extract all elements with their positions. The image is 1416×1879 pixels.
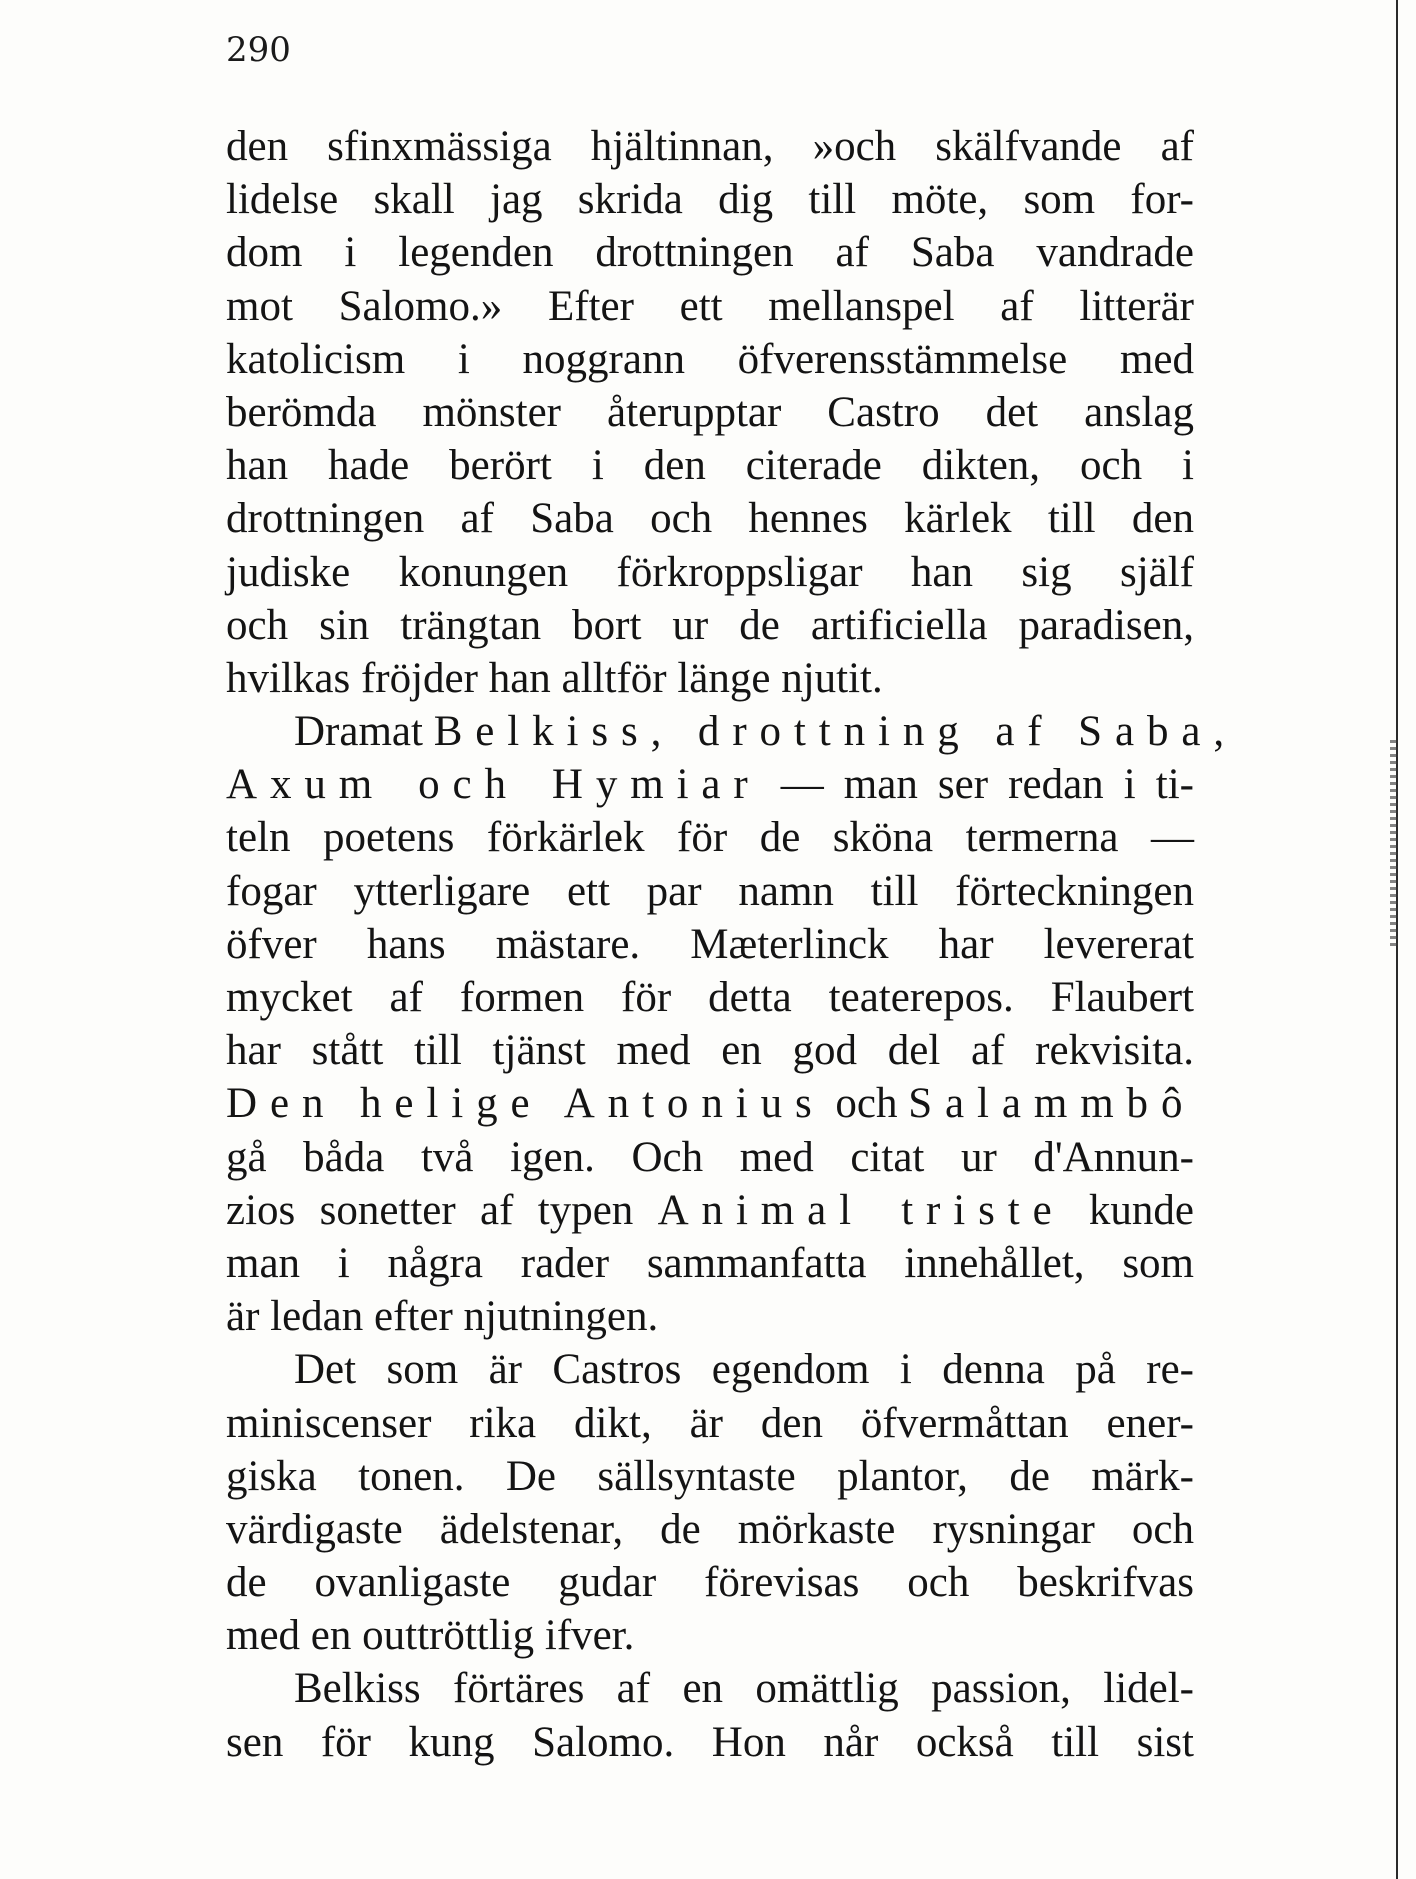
text-line: har stått till tjänst med en god del af rekvisita. [226, 1027, 1194, 1075]
spaced-title: Animal triste [657, 1186, 1065, 1234]
text-line: hvilkas fröjder han alltför länge njutit. [226, 654, 883, 702]
text-line: gå båda två igen. Och med citat ur d'Annun- [226, 1133, 1194, 1181]
text-line: mycket af formen för detta teaterepos. Flaubert [226, 974, 1194, 1021]
scan-edge-artifact [1390, 740, 1398, 950]
text-line: judiske konungen förkroppsligar han sig själf [226, 548, 1194, 596]
text-line: är ledan efter njutningen. [226, 1293, 659, 1341]
text-line: teln poetens förkärlek för de sköna termerna — [226, 814, 1194, 862]
text-line: man i några rader sammanfatta innehållet, som [226, 1239, 1194, 1287]
page-number: 290 [226, 30, 291, 70]
text-line: berömda mönster återupptar Castro det anslag [226, 388, 1194, 436]
text-line: drottningen af Saba och hennes kärlek till den [226, 495, 1194, 543]
text-line: han hade berört i den citerade dikten, och i [226, 442, 1194, 490]
text-line: katolicism i noggrann öfverensstämmelse med [226, 335, 1194, 383]
text-line: sen för kung Salomo. Hon når också till sist [226, 1718, 1194, 1766]
text-line: mot Salomo.» Efter ett mellanspel af litterär [226, 282, 1194, 330]
text-line: Belkiss förtäres af en omättlig passion, lidel- [294, 1665, 1194, 1713]
text-line: och sin trängtan bort ur de artificiella paradisen, [226, 601, 1194, 649]
text-line: Den helige Antonius och Salammbô [226, 1080, 1196, 1128]
text-line: Det som är Castros egendom i denna på re- [294, 1346, 1194, 1394]
spaced-title: Salammbô [908, 1080, 1196, 1128]
text-line: värdigaste ädelstenar, de mörkaste rysningar och [226, 1505, 1194, 1553]
text-line: med en outtröttlig ifver. [226, 1612, 635, 1660]
text-line: miniscenser rika dikt, är den öfvermåttan ener- [226, 1399, 1194, 1447]
text-line: Axum och Hymiar — man ser redan i ti- [226, 761, 1194, 809]
text-line: fogar ytterligare ett par namn till förteckningen [226, 867, 1194, 915]
spaced-title: Den helige Antonius [226, 1080, 825, 1128]
text-line: öfver hans mästare. Mæterlinck har levererat [226, 920, 1194, 968]
text-line: Dramat Belkiss, drottning af Saba, [294, 708, 1238, 756]
text-line: dom i legenden drottningen af Saba vandrade [226, 229, 1194, 277]
text-line: de ovanligaste gudar förevisas och beskrifvas [226, 1559, 1194, 1607]
spaced-title: Belkiss, drottning af Saba, [433, 708, 1238, 756]
spaced-title: Axum och Hymiar [226, 761, 761, 809]
text-line: giska tonen. De sällsyntaste plantor, de märk- [226, 1452, 1194, 1500]
text-line: zios sonetter af typen Animal triste kunde [226, 1186, 1194, 1234]
text-line: lidelse skall jag skrida dig till möte, som for- [226, 176, 1194, 224]
body-text [226, 120, 1238, 1769]
text-line: den sfinxmässiga hjältinnan, »och skälfvande af [226, 123, 1194, 170]
